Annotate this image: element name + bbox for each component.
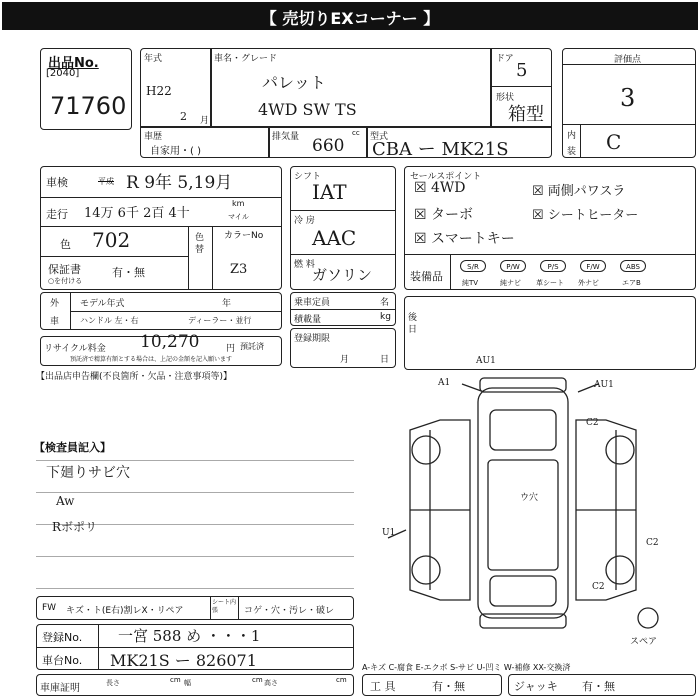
inspector-note-3: Rボポリ (52, 520, 98, 534)
month-unit: 月 (200, 116, 210, 126)
mileage-label: 走行 (46, 208, 68, 221)
doors-label: ドア (496, 54, 514, 64)
equipment-leather: 革シート (536, 279, 564, 287)
interior-label-2: 装 (567, 147, 577, 157)
recycle-unit: 円 (226, 344, 236, 354)
doors-value: 5 (516, 60, 528, 81)
equipment-abs: ABS (620, 260, 646, 272)
warranty-label: 保証書 (48, 263, 81, 276)
fuel-value: ガソリン (312, 266, 373, 284)
rear-label-1: 後 (408, 313, 418, 323)
name-label: 車名・グレード (214, 54, 278, 64)
damage-mark-au1-right: AU1 (594, 380, 614, 390)
inspection-value: R 9年 5,19月 (126, 173, 233, 193)
damage-mark-c2-top: C2 (586, 418, 599, 428)
handle-label: ハンドル 左・右 (80, 316, 139, 325)
displacement-value: 660 (312, 136, 345, 156)
regno-value: 一宮 588 め ・・・1 (118, 627, 261, 645)
spare-label: スペア (630, 637, 658, 647)
rear-label-2: 日 (408, 325, 418, 335)
mileage-unit-km: km (232, 199, 245, 208)
color-label: 色 (60, 238, 71, 251)
lot-number: 71760 (50, 92, 127, 120)
car-diagram (380, 370, 700, 640)
chassis-value: MK21S ー 826071 (110, 651, 257, 670)
equipment-sr: S/R (460, 260, 486, 272)
damage-mark-rust-hole: ウ穴 (520, 493, 539, 503)
dimensions-label: 車庫証明 (40, 683, 80, 694)
equipment-ext-navi: 外ナビ (578, 279, 599, 287)
warranty-sub: ○を付ける (48, 277, 83, 285)
model-label: 型式 (370, 132, 389, 142)
fuel-label: 燃 料 (294, 260, 315, 270)
colorno-label: カラーNo (224, 231, 264, 241)
equipment-fw: F/W (580, 260, 606, 272)
dimensions-box (36, 674, 354, 696)
displacement-unit: cc (352, 129, 360, 137)
load-label: 積載量 (294, 315, 322, 325)
recycle-value: 10,270 (140, 332, 200, 352)
name-value: パレット (262, 73, 326, 92)
salepoint-4: ☒ シートヒーター (532, 208, 639, 223)
salepoints-label: セールスポイント (410, 172, 482, 182)
displacement-label: 排気量 (272, 132, 300, 142)
interior-value: C (606, 130, 622, 154)
damage-mark-a1: A1 (438, 378, 451, 388)
score-label: 評価点 (614, 55, 642, 65)
mileage-unit-mile: マイル (228, 213, 249, 221)
colorno-value: Z3 (230, 262, 248, 277)
length-label: 長さ (106, 679, 120, 687)
shift-label: シフト (294, 172, 322, 182)
tools-value: 有・無 (432, 680, 465, 693)
inspection-label: 車検 (46, 176, 68, 189)
aircon-label: 冷 房 (294, 216, 315, 226)
grade-value: 4WD SW TS (258, 100, 357, 119)
inspector-note-2: Aw (56, 494, 75, 508)
fw-label: FW (42, 603, 57, 613)
height-unit: cm (336, 676, 347, 684)
model-value: CBA ー MK21S (372, 139, 509, 160)
color-change-label-1: 色 (195, 233, 205, 243)
color-value: 702 (92, 228, 131, 252)
chassis-label: 車台No. (42, 654, 83, 667)
modelyear-label: モデル年式 (80, 299, 125, 309)
year-value: H22 (146, 84, 172, 98)
recycle-label: リサイクル料金 (44, 344, 106, 354)
aircon-value: AAC (312, 226, 357, 250)
equipment-ps: P/S (540, 260, 566, 272)
class-label: 車歴 (144, 132, 163, 142)
rear-box (404, 296, 696, 370)
width-label: 幅 (184, 679, 191, 687)
salepoint-2: ☒ 両側パワスラ (532, 184, 626, 199)
salepoint-5: ☒ スマートキー (414, 231, 515, 247)
modelyear-unit: 年 (222, 299, 232, 309)
lot-code: [2040] (46, 68, 80, 79)
registration-label: 登録期限 (294, 334, 331, 344)
damage-mark-c2-right: C2 (646, 538, 659, 548)
seat-items: コゲ・穴・汚レ・破レ (244, 606, 335, 616)
regno-label: 登録No. (42, 631, 83, 644)
dealer-label: ディーラー・並行 (188, 316, 252, 325)
seat-label: シート内 張 (212, 599, 237, 614)
damage-mark-au1-left: AU1 (476, 356, 496, 366)
shift-value: IAT (312, 180, 347, 204)
class-value: 自家用・( ) (150, 146, 201, 157)
score-value: 3 (620, 84, 636, 112)
jack-value: 有・無 (582, 680, 615, 693)
registration-month: 月 (340, 355, 350, 365)
recycle-note: 預託済で精算有額とする場合は、上記の金額を記入願います (70, 356, 233, 363)
equipment-navi: 純ナビ (500, 279, 521, 287)
length-unit: cm (170, 676, 181, 684)
shape-label: 形状 (496, 93, 515, 103)
fw-items: キズ・ト(E右)割レX・リペア (66, 606, 184, 616)
damage-mark-c2-bottom: C2 (592, 582, 605, 592)
capacity-label: 乗車定員 (294, 298, 331, 308)
warranty-value: 有・無 (112, 266, 145, 279)
outer-label-2: 車 (50, 317, 60, 327)
header-title: 【 売切りEXコーナー 】 (260, 9, 440, 28)
inspector-note-1: 下廻りサビ穴 (46, 465, 130, 481)
declaration-label: 【出品店申告欄(不良箇所・欠品・注意事項等)】 (36, 372, 233, 382)
salepoint-3: ☒ ターボ (414, 207, 474, 223)
damage-legend: A-キズ C-腐食 E-エクボ S-サビ U-凹ミ W-補修 XX-交換済 (362, 663, 571, 672)
lot-label: 出品No. (48, 56, 99, 71)
mileage-value: 14万 6千 2百 4十 (84, 206, 190, 221)
tools-label: 工 具 (370, 680, 396, 693)
damage-mark-u1: U1 (382, 528, 396, 538)
equipment-airbag: エアB (622, 279, 641, 287)
shape-value: 箱型 (508, 104, 544, 125)
jack-label: ジャッキ (514, 680, 558, 693)
salepoint-1: ☒ 4WD (414, 180, 466, 196)
color-change-label-2: 替 (195, 245, 205, 255)
recycle-status: 預託済 (240, 342, 264, 351)
equipment-label: 装備品 (410, 270, 443, 283)
inspection-era: 平成 (98, 177, 114, 186)
equipment-tv: 純TV (462, 279, 479, 287)
load-unit: kg (380, 312, 391, 322)
registration-day: 日 (380, 355, 390, 365)
height-label: 高さ (264, 679, 278, 687)
equipment-pw: P/W (500, 260, 526, 272)
interior-label-1: 内 (567, 131, 577, 141)
inspector-label: 【検査員記入】 (34, 441, 111, 454)
month-value: 2 (180, 110, 187, 123)
capacity-unit: 名 (380, 298, 390, 308)
outer-label-1: 外 (50, 299, 60, 309)
width-unit: cm (252, 676, 263, 684)
year-label: 年式 (144, 54, 163, 64)
